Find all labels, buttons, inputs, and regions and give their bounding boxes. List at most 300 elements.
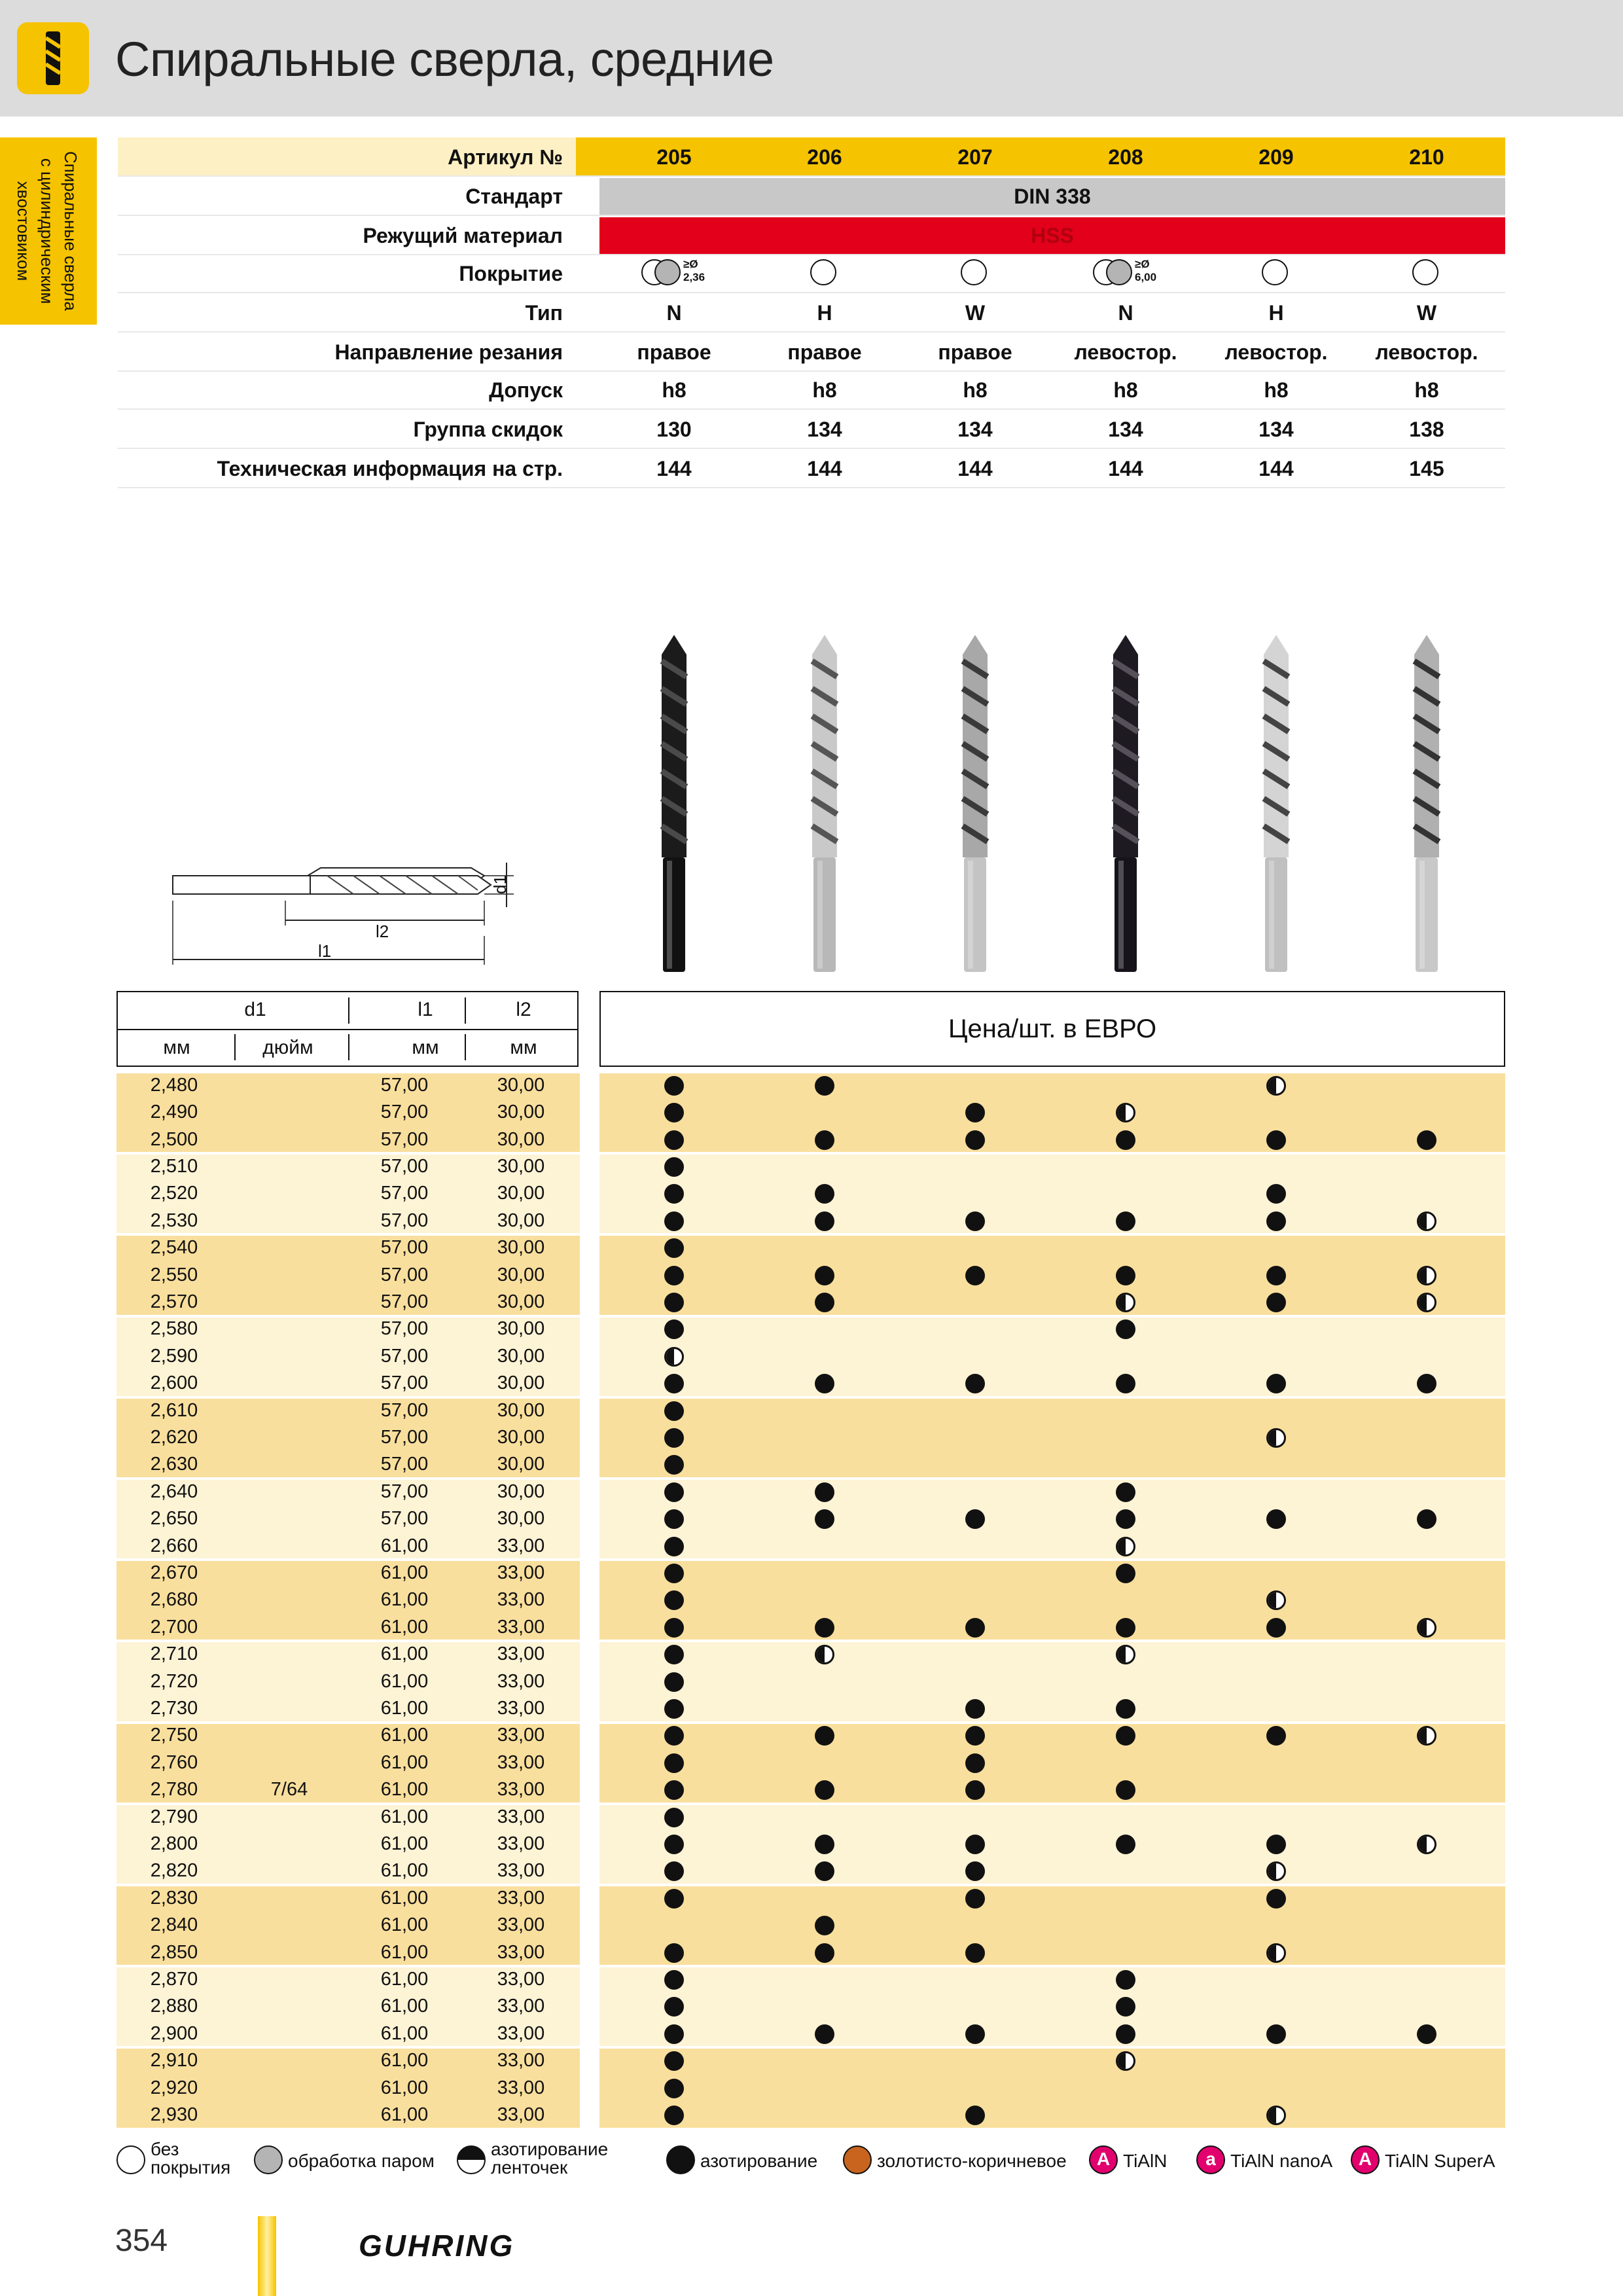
in-stock-dot-icon[interactable] (1116, 1618, 1135, 1638)
row-group-band (116, 1073, 1505, 1152)
cell-l2: 30,00 (497, 1345, 545, 1367)
cell-l1: 57,00 (380, 1399, 429, 1421)
cell-d1-mm: 2,870 (150, 1968, 198, 1990)
in-stock-dot-icon[interactable] (664, 1753, 684, 1773)
in-stock-dot-icon[interactable] (664, 1645, 684, 1664)
in-stock-dot-icon[interactable] (1116, 1564, 1135, 1583)
cell-d1-mm: 2,670 (150, 1562, 198, 1583)
in-stock-dot-icon[interactable] (965, 1130, 985, 1150)
spec-article-cell: 210 (1409, 145, 1444, 169)
in-stock-dot-icon[interactable] (1266, 1889, 1286, 1909)
cell-l2: 33,00 (497, 1616, 545, 1638)
in-stock-dot-icon[interactable] (815, 1076, 834, 1096)
spec-label-standard: Стандарт (465, 185, 563, 208)
in-stock-dot-icon[interactable] (815, 1211, 834, 1231)
spec-row-line (118, 487, 1505, 488)
in-stock-dot-icon[interactable] (815, 1266, 834, 1285)
in-stock-dot-icon[interactable] (1116, 1266, 1135, 1285)
available-on-request-icon[interactable] (1116, 1645, 1135, 1664)
cell-l1: 61,00 (380, 2077, 429, 2098)
in-stock-dot-icon[interactable] (664, 1699, 684, 1719)
land-nitrided-icon (457, 2145, 486, 2174)
in-stock-dot-icon[interactable] (1116, 1835, 1135, 1854)
in-stock-dot-icon[interactable] (664, 1780, 684, 1800)
in-stock-dot-icon[interactable] (1116, 1482, 1135, 1502)
cell-d1-mm: 2,750 (150, 1725, 198, 1746)
in-stock-dot-icon[interactable] (664, 1564, 684, 1583)
in-stock-dot-icon[interactable] (664, 1238, 684, 1258)
in-stock-dot-icon[interactable] (664, 1374, 684, 1393)
side-tab-line: с цилиндрическим (37, 158, 57, 304)
coating-uncoated-icon (1262, 259, 1288, 285)
available-on-request-icon[interactable] (1266, 1076, 1286, 1096)
cell-d1-mm: 2,790 (150, 1806, 198, 1827)
cell-l2: 33,00 (497, 1751, 545, 1773)
in-stock-dot-icon[interactable] (664, 2024, 684, 2044)
in-stock-dot-icon[interactable] (815, 2024, 834, 2044)
in-stock-dot-icon[interactable] (815, 1916, 834, 1935)
in-stock-dot-icon[interactable] (965, 1943, 985, 1963)
coating-steam-icon (1106, 259, 1132, 285)
spec-row-line (118, 215, 1505, 216)
in-stock-dot-icon[interactable] (664, 1889, 684, 1909)
spec-type-cell: W (1416, 301, 1437, 325)
cell-d1-mm: 2,520 (150, 1183, 198, 1204)
in-stock-dot-icon[interactable] (1266, 2024, 1286, 2044)
cell-d1-mm: 2,840 (150, 1914, 198, 1936)
available-on-request-icon[interactable] (1417, 1211, 1436, 1231)
in-stock-dot-icon[interactable] (664, 2106, 684, 2125)
cell-d1-mm: 2,760 (150, 1751, 198, 1773)
available-on-request-icon[interactable] (1116, 1293, 1135, 1312)
spec-label-type: Тип (525, 301, 563, 325)
cell-l2: 30,00 (497, 1480, 545, 1502)
band-right (599, 1318, 1505, 1396)
cell-l2: 30,00 (497, 1264, 545, 1285)
spec-label-tolerance: Допуск (489, 378, 563, 402)
legend-label: TiAlN SuperA (1385, 2151, 1495, 2171)
gold-brown-icon (843, 2145, 872, 2174)
cell-d1-mm: 2,920 (150, 2077, 198, 2098)
coating-note: ≥Ø 2,36 (683, 258, 705, 283)
spec-techinfo-cell: 144 (957, 457, 993, 480)
cell-l1: 61,00 (380, 1887, 429, 1909)
cell-l2: 33,00 (497, 1697, 545, 1719)
cell-l2: 33,00 (497, 1779, 545, 1801)
cell-l1: 57,00 (380, 1183, 429, 1204)
spec-article-cell: 207 (957, 145, 993, 169)
cell-l1: 61,00 (380, 1697, 429, 1719)
in-stock-dot-icon[interactable] (1417, 1374, 1436, 1393)
spec-discount-cell: 134 (1258, 418, 1294, 441)
cell-d1-mm: 2,490 (150, 1102, 198, 1123)
in-stock-dot-icon[interactable] (1116, 1509, 1135, 1529)
in-stock-dot-icon[interactable] (664, 1482, 684, 1502)
spec-type-cell: W (965, 301, 986, 325)
coating-steam-icon (654, 259, 681, 285)
legend-label: золотисто-коричневое (877, 2151, 1067, 2171)
row-group-band (116, 1480, 1505, 1558)
cell-l2: 30,00 (497, 1102, 545, 1123)
band-right (599, 1236, 1505, 1314)
spec-direction-cell: левостор. (1074, 340, 1177, 364)
band-right (599, 1886, 1505, 1965)
in-stock-dot-icon[interactable] (1266, 1293, 1286, 1312)
spec-discount-cell: 138 (1409, 418, 1444, 441)
drill-logo-icon (17, 22, 89, 94)
spec-row-line (118, 292, 1505, 293)
cell-d1-mm: 2,730 (150, 1697, 198, 1719)
coating-uncoated-icon (810, 259, 836, 285)
in-stock-dot-icon[interactable] (1116, 2024, 1135, 2044)
header-unit-mm: мм (163, 1037, 190, 1058)
cell-l1: 61,00 (380, 1589, 429, 1611)
cell-l2: 33,00 (497, 1941, 545, 1963)
spec-discount-cell: 134 (807, 418, 842, 441)
cell-d1-mm: 2,480 (150, 1074, 198, 1096)
cell-l2: 30,00 (497, 1508, 545, 1530)
in-stock-dot-icon[interactable] (1116, 1780, 1135, 1800)
cell-l1: 61,00 (380, 1996, 429, 2017)
cell-d1-mm: 2,710 (150, 1643, 198, 1665)
cell-l2: 30,00 (497, 1454, 545, 1475)
in-stock-dot-icon[interactable] (815, 1482, 834, 1502)
side-tab-line: хвостовиком (14, 181, 33, 281)
cell-d1-mm: 2,610 (150, 1399, 198, 1421)
cell-d1-mm: 2,540 (150, 1237, 198, 1259)
spec-tolerance-cell: h8 (1264, 378, 1289, 402)
footer-accent-bar (258, 2216, 276, 2296)
available-on-request-icon[interactable] (1417, 1266, 1436, 1285)
cell-d1-mm: 2,780 (150, 1779, 198, 1801)
in-stock-dot-icon[interactable] (815, 1130, 834, 1150)
cell-l2: 30,00 (497, 1399, 545, 1421)
header-sep (234, 1034, 236, 1060)
in-stock-dot-icon[interactable] (965, 1266, 985, 1285)
spec-label-discount: Группа скидок (413, 418, 563, 441)
drill-diagram-svg (157, 844, 537, 982)
cell-l1: 61,00 (380, 1616, 429, 1638)
spec-label-direction: Направление резания (334, 340, 563, 364)
band-right (599, 1642, 1505, 1721)
cell-l1: 61,00 (380, 2050, 429, 2072)
cell-l2: 33,00 (497, 1589, 545, 1611)
in-stock-dot-icon[interactable] (965, 2024, 985, 2044)
spec-label-material: Режущий материал (363, 224, 563, 247)
in-stock-dot-icon[interactable] (664, 1157, 684, 1177)
in-stock-dot-icon[interactable] (1116, 1130, 1135, 1150)
in-stock-dot-icon[interactable] (1116, 1970, 1135, 1990)
spec-direction-cell: левостор. (1224, 340, 1328, 364)
in-stock-dot-icon[interactable] (815, 1509, 834, 1529)
cell-l1: 57,00 (380, 1372, 429, 1394)
cell-d1-mm: 2,900 (150, 2022, 198, 2044)
cell-l2: 33,00 (497, 1535, 545, 1556)
spec-label-article: Артикул № (448, 145, 563, 169)
available-on-request-icon[interactable] (1417, 1293, 1436, 1312)
cell-l1: 61,00 (380, 1860, 429, 1882)
in-stock-dot-icon[interactable] (664, 1808, 684, 1827)
in-stock-dot-icon[interactable] (664, 1672, 684, 1692)
cell-l2: 33,00 (497, 1670, 545, 1692)
cell-d1-mm: 2,590 (150, 1345, 198, 1367)
cell-l2: 30,00 (497, 1155, 545, 1177)
coating-uncoated-icon (961, 259, 987, 285)
available-on-request-icon[interactable] (1417, 1835, 1436, 1854)
cell-d1-mm: 2,530 (150, 1210, 198, 1231)
row-group-band (116, 1399, 1505, 1477)
cell-d1-mm: 2,830 (150, 1887, 198, 1909)
in-stock-dot-icon[interactable] (815, 1374, 834, 1393)
cell-l1: 61,00 (380, 1670, 429, 1692)
cell-d1-mm: 2,500 (150, 1128, 198, 1150)
spec-article-cell: 208 (1108, 145, 1143, 169)
spec-direction-cell: правое (938, 340, 1012, 364)
spec-row-line (118, 254, 1505, 255)
cell-d1-mm: 2,660 (150, 1535, 198, 1556)
in-stock-dot-icon[interactable] (1266, 1618, 1286, 1638)
cell-d1-mm: 2,700 (150, 1616, 198, 1638)
in-stock-dot-icon[interactable] (965, 1509, 985, 1529)
band-right (599, 1561, 1505, 1640)
header-sep (348, 997, 349, 1024)
spec-tolerance-cell: h8 (1113, 378, 1138, 402)
available-on-request-icon[interactable] (1116, 1103, 1135, 1122)
spec-discount-cell: 134 (1108, 418, 1143, 441)
in-stock-dot-icon[interactable] (664, 1293, 684, 1312)
cell-l1: 61,00 (380, 1751, 429, 1773)
cell-d1-mm: 2,620 (150, 1426, 198, 1448)
in-stock-dot-icon[interactable] (664, 1618, 684, 1638)
cell-l2: 33,00 (497, 1806, 545, 1827)
cell-d1-mm: 2,850 (150, 1941, 198, 1963)
in-stock-dot-icon[interactable] (1116, 1699, 1135, 1719)
in-stock-dot-icon[interactable] (664, 1509, 684, 1529)
cell-l1: 61,00 (380, 1725, 429, 1746)
cell-l1: 57,00 (380, 1345, 429, 1367)
legend-label: азотирование (700, 2151, 818, 2171)
drill-photo-209 (1260, 635, 1293, 975)
cell-l1: 57,00 (380, 1210, 429, 1231)
spec-row-line (118, 175, 1505, 177)
header-sep (465, 997, 466, 1024)
spec-techinfo-cell: 144 (1258, 457, 1294, 480)
spec-direction-cell: правое (787, 340, 862, 364)
drill-photo-207 (959, 635, 991, 975)
available-on-request-icon[interactable] (1116, 1537, 1135, 1556)
spec-techinfo-cell: 145 (1409, 457, 1444, 480)
in-stock-dot-icon[interactable] (1116, 1211, 1135, 1231)
in-stock-dot-icon[interactable] (1417, 2024, 1436, 2044)
spec-direction-cell: левостор. (1375, 340, 1478, 364)
cell-d1-mm: 2,930 (150, 2104, 198, 2125)
cell-l2: 33,00 (497, 2077, 545, 2098)
spec-row-line (118, 448, 1505, 449)
available-on-request-icon[interactable] (1116, 2051, 1135, 2071)
cell-d1-mm: 2,630 (150, 1454, 198, 1475)
legend-label: без покрытия (151, 2139, 231, 2178)
header-divider (118, 1029, 577, 1030)
in-stock-dot-icon[interactable] (965, 1374, 985, 1393)
in-stock-dot-icon[interactable] (1266, 1835, 1286, 1854)
coating-note: ≥Ø 6,00 (1135, 258, 1157, 283)
in-stock-dot-icon[interactable] (664, 1537, 684, 1556)
cell-l2: 30,00 (497, 1426, 545, 1448)
row-group-band (116, 1318, 1505, 1396)
diagram-label-l1: l1 (318, 941, 332, 961)
in-stock-dot-icon[interactable] (815, 1293, 834, 1312)
in-stock-dot-icon[interactable] (664, 1266, 684, 1285)
drill-photo-205 (658, 635, 690, 975)
cell-l1: 61,00 (380, 1968, 429, 1990)
spec-techinfo-cell: 144 (656, 457, 692, 480)
cell-l2: 33,00 (497, 1860, 545, 1882)
in-stock-dot-icon[interactable] (1266, 1509, 1286, 1529)
in-stock-dot-icon[interactable] (965, 2106, 985, 2125)
section-side-tab (0, 137, 97, 325)
cell-l2: 33,00 (497, 1887, 545, 1909)
row-group-band (116, 2049, 1505, 2127)
cell-l1: 57,00 (380, 1237, 429, 1259)
cell-d1-mm: 2,510 (150, 1155, 198, 1177)
in-stock-dot-icon[interactable] (815, 1618, 834, 1638)
in-stock-dot-icon[interactable] (664, 1401, 684, 1421)
cell-l2: 30,00 (497, 1210, 545, 1231)
in-stock-dot-icon[interactable] (664, 1130, 684, 1150)
header-d1: d1 (244, 999, 266, 1020)
in-stock-dot-icon[interactable] (664, 2079, 684, 2098)
spec-value-standard: DIN 338 (1014, 185, 1091, 208)
in-stock-dot-icon[interactable] (1266, 1374, 1286, 1393)
header-l2: l2 (516, 999, 531, 1020)
in-stock-dot-icon[interactable] (664, 1428, 684, 1448)
in-stock-dot-icon[interactable] (664, 1970, 684, 1990)
spec-tolerance-cell: h8 (812, 378, 837, 402)
cell-l1: 61,00 (380, 1562, 429, 1583)
cell-l2: 30,00 (497, 1128, 545, 1150)
cell-l2: 33,00 (497, 1833, 545, 1854)
in-stock-dot-icon[interactable] (965, 1889, 985, 1909)
cell-l2: 33,00 (497, 1725, 545, 1746)
in-stock-dot-icon[interactable] (1266, 1130, 1286, 1150)
side-tab-line: Спиральные сверла (61, 151, 80, 311)
cell-d1-mm: 2,640 (150, 1480, 198, 1502)
coating-legend (116, 2138, 1505, 2183)
drill-photo-210 (1410, 635, 1443, 975)
legend-label: TiAlN nanoA (1230, 2151, 1333, 2171)
cell-l1: 57,00 (380, 1264, 429, 1285)
cell-l1: 61,00 (380, 1914, 429, 1936)
band-right (599, 2049, 1505, 2127)
available-on-request-icon[interactable] (1266, 2106, 1286, 2125)
band-right (599, 1480, 1505, 1558)
in-stock-dot-icon[interactable] (965, 1753, 985, 1773)
spec-row-line (118, 331, 1505, 332)
side-tab-text (0, 137, 97, 325)
page-title: Спиральные сверла, средние (115, 32, 774, 86)
coating-uncoated-icon (1412, 259, 1438, 285)
spec-type-cell: H (1268, 301, 1284, 325)
cell-d1-mm: 2,910 (150, 2050, 198, 2072)
in-stock-dot-icon[interactable] (965, 1211, 985, 1231)
in-stock-dot-icon[interactable] (1116, 1374, 1135, 1393)
available-on-request-icon[interactable] (1266, 1428, 1286, 1448)
in-stock-dot-icon[interactable] (664, 1835, 684, 1854)
cell-l1: 61,00 (380, 1806, 429, 1827)
cell-l2: 33,00 (497, 1968, 545, 1990)
spec-article-cell: 206 (807, 145, 842, 169)
header-unit-mm-l1: мм (412, 1037, 439, 1058)
cell-l1: 57,00 (380, 1318, 429, 1340)
in-stock-dot-icon[interactable] (965, 1699, 985, 1719)
in-stock-dot-icon[interactable] (664, 1076, 684, 1096)
available-on-request-icon[interactable] (664, 1347, 684, 1367)
in-stock-dot-icon[interactable] (664, 2051, 684, 2071)
available-on-request-icon[interactable] (1417, 1618, 1436, 1638)
row-group-band (116, 1886, 1505, 1965)
in-stock-dot-icon[interactable] (965, 1835, 985, 1854)
cell-l1: 57,00 (380, 1074, 429, 1096)
cell-l2: 33,00 (497, 1643, 545, 1665)
in-stock-dot-icon[interactable] (965, 1618, 985, 1638)
row-group-band (116, 1967, 1505, 2046)
in-stock-dot-icon[interactable] (664, 1103, 684, 1122)
cell-l1: 61,00 (380, 2022, 429, 2044)
spec-tolerance-cell: h8 (1414, 378, 1439, 402)
spec-label-techinfo: Техническая информация на стр. (217, 457, 563, 480)
in-stock-dot-icon[interactable] (965, 1103, 985, 1122)
band-right (599, 1724, 1505, 1803)
cell-d1-mm: 2,650 (150, 1508, 198, 1530)
in-stock-dot-icon[interactable] (815, 1943, 834, 1963)
in-stock-dot-icon[interactable] (1266, 1211, 1286, 1231)
cell-l2: 33,00 (497, 2104, 545, 2125)
cell-l1: 57,00 (380, 1480, 429, 1502)
drill-photo-208 (1109, 635, 1142, 975)
cell-l1: 57,00 (380, 1291, 429, 1312)
spec-row-line (118, 408, 1505, 410)
spec-article-cell: 205 (656, 145, 692, 169)
header-sep (348, 1034, 349, 1060)
in-stock-dot-icon[interactable] (815, 1780, 834, 1800)
cell-d1-mm: 2,550 (150, 1264, 198, 1285)
in-stock-dot-icon[interactable] (1266, 1266, 1286, 1285)
in-stock-dot-icon[interactable] (664, 1211, 684, 1231)
legend-label: азотирование ленточек (491, 2139, 609, 2178)
cell-l2: 30,00 (497, 1291, 545, 1312)
available-on-request-icon[interactable] (815, 1645, 834, 1664)
cell-d1-mm: 2,880 (150, 1996, 198, 2017)
in-stock-dot-icon[interactable] (664, 1943, 684, 1963)
row-group-band (116, 1155, 1505, 1233)
cell-l2: 33,00 (497, 1914, 545, 1936)
cell-l1: 57,00 (380, 1426, 429, 1448)
price-header (599, 991, 1505, 1067)
in-stock-dot-icon[interactable] (1417, 1509, 1436, 1529)
tialn-icon: A (1089, 2145, 1118, 2174)
cell-l2: 33,00 (497, 1996, 545, 2017)
available-on-request-icon[interactable] (1266, 1943, 1286, 1963)
band-right (599, 1967, 1505, 2046)
in-stock-dot-icon[interactable] (1417, 1130, 1436, 1150)
cell-l1: 57,00 (380, 1454, 429, 1475)
in-stock-dot-icon[interactable] (815, 1835, 834, 1854)
band-right (599, 1805, 1505, 1884)
cell-l2: 33,00 (497, 2050, 545, 2072)
spec-article-cell: 209 (1258, 145, 1294, 169)
brand-logo: GUHRING (359, 2229, 515, 2263)
in-stock-dot-icon[interactable] (965, 1780, 985, 1800)
